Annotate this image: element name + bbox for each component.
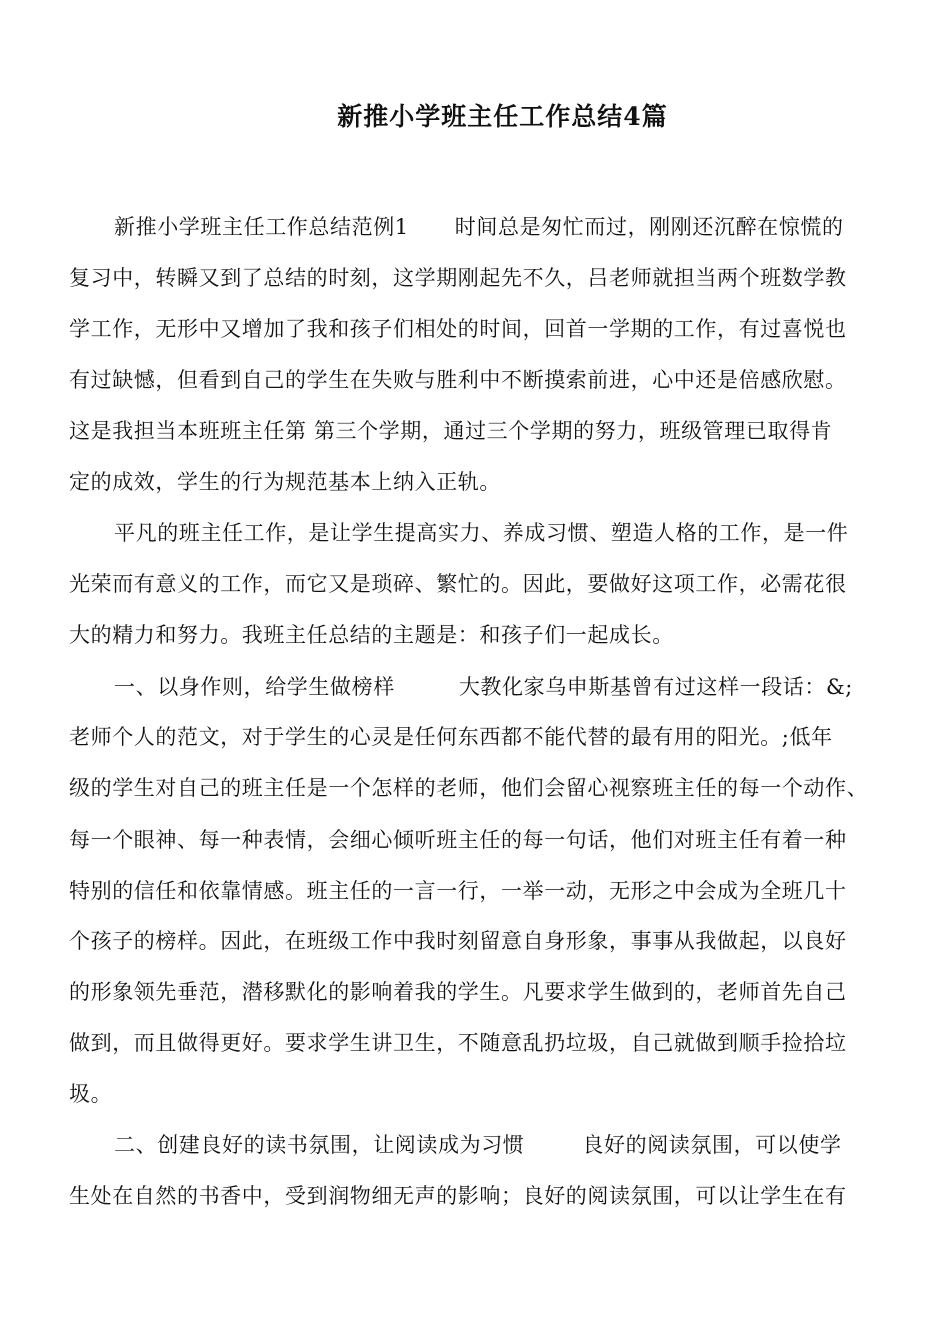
- paragraph-1-line-3: 学工作，无形中又增加了我和孩子们相处的时间，回首一学期的工作，有过喜悦也: [69, 317, 847, 341]
- text-run: 良好的阅读氛围，可以使学: [582, 1133, 842, 1157]
- paragraph-3-line-6: 个孩子的榜样。因此，在班级工作中我时刻留意自身形象，事事从我做起，以良好: [69, 929, 847, 953]
- section-heading: 一、以身作则，给学生做榜样: [114, 675, 395, 699]
- paragraph-3-line-9: 圾。: [69, 1082, 113, 1106]
- paragraph-3-line-7: 的形象领先垂范，潜移默化的影响着我的学生。凡要求学生做到的，老师首先自己: [69, 980, 847, 1004]
- text-run: 时间总是匆忙而过，刚刚还沉醉在惊慌的: [454, 215, 844, 239]
- paragraph-3-line-3: 级的学生对自己的班主任是一个怎样的老师，他们会留心视察班主任的每一个动作、: [69, 776, 869, 800]
- paragraph-4-line-2: 生处在自然的书香中，受到润物细无声的影响；良好的阅读氛围，可以让学生在有: [69, 1184, 847, 1208]
- section-heading: 新推小学班主任工作总结范例1: [114, 215, 409, 239]
- paragraph-1-line-1: [114, 212, 844, 242]
- paragraph-3-line-8: 做到，而且做得更好。要求学生讲卫生，不随意乱扔垃圾，自己就做到顺手捡拾垃: [69, 1031, 847, 1055]
- document-title: 新推小学班主任工作总结4篇: [337, 102, 668, 131]
- section-heading: 二、创建良好的读书氛围，让阅读成为习惯: [114, 1133, 525, 1157]
- paragraph-1-line-4: 有过缺憾，但看到自己的学生在失败与胜利中不断摸索前进，心中还是倍感欣慰。: [69, 368, 847, 392]
- paragraph-3-line-4: 每一个眼神、每一种表情，会细心倾听班主任的每一句话，他们对班主任有着一种: [69, 828, 847, 852]
- paragraph-2-line-2: 光荣而有意义的工作，而它又是琐碎、繁忙的。因此，要做好这项工作，必需花很: [69, 572, 847, 596]
- paragraph-3-line-1: [114, 672, 853, 702]
- paragraph-1-line-6: 定的成效，学生的行为规范基本上纳入正轨。: [69, 470, 501, 494]
- paragraph-2-line-1: 平凡的班主任工作，是让学生提高实力、养成习惯、塑造人格的工作，是一件: [114, 521, 849, 545]
- paragraph-2-line-3: 大的精力和努力。我班主任总结的主题是：和孩子们一起成长。: [69, 623, 674, 647]
- paragraph-3-line-2: 老师个人的范文，对于学生的心灵是任何东西都不能代替的最有用的阳光。;低年: [69, 725, 833, 749]
- paragraph-1-line-2: 复习中，转瞬又到了总结的时刻，这学期刚起先不久，吕老师就担当两个班数学教: [69, 266, 847, 290]
- paragraph-4-line-1: [114, 1130, 842, 1160]
- text-run: 大教化家乌申斯基曾有过这样一段话：&;: [458, 675, 853, 699]
- paragraph-1-line-5: 这是我担当本班班主任第 第三个学期，通过三个学期的努力，班级管理已取得肯: [69, 419, 833, 443]
- paragraph-3-line-5: 特别的信任和依靠情感。班主任的一言一行，一举一动，无形之中会成为全班几十: [69, 879, 847, 903]
